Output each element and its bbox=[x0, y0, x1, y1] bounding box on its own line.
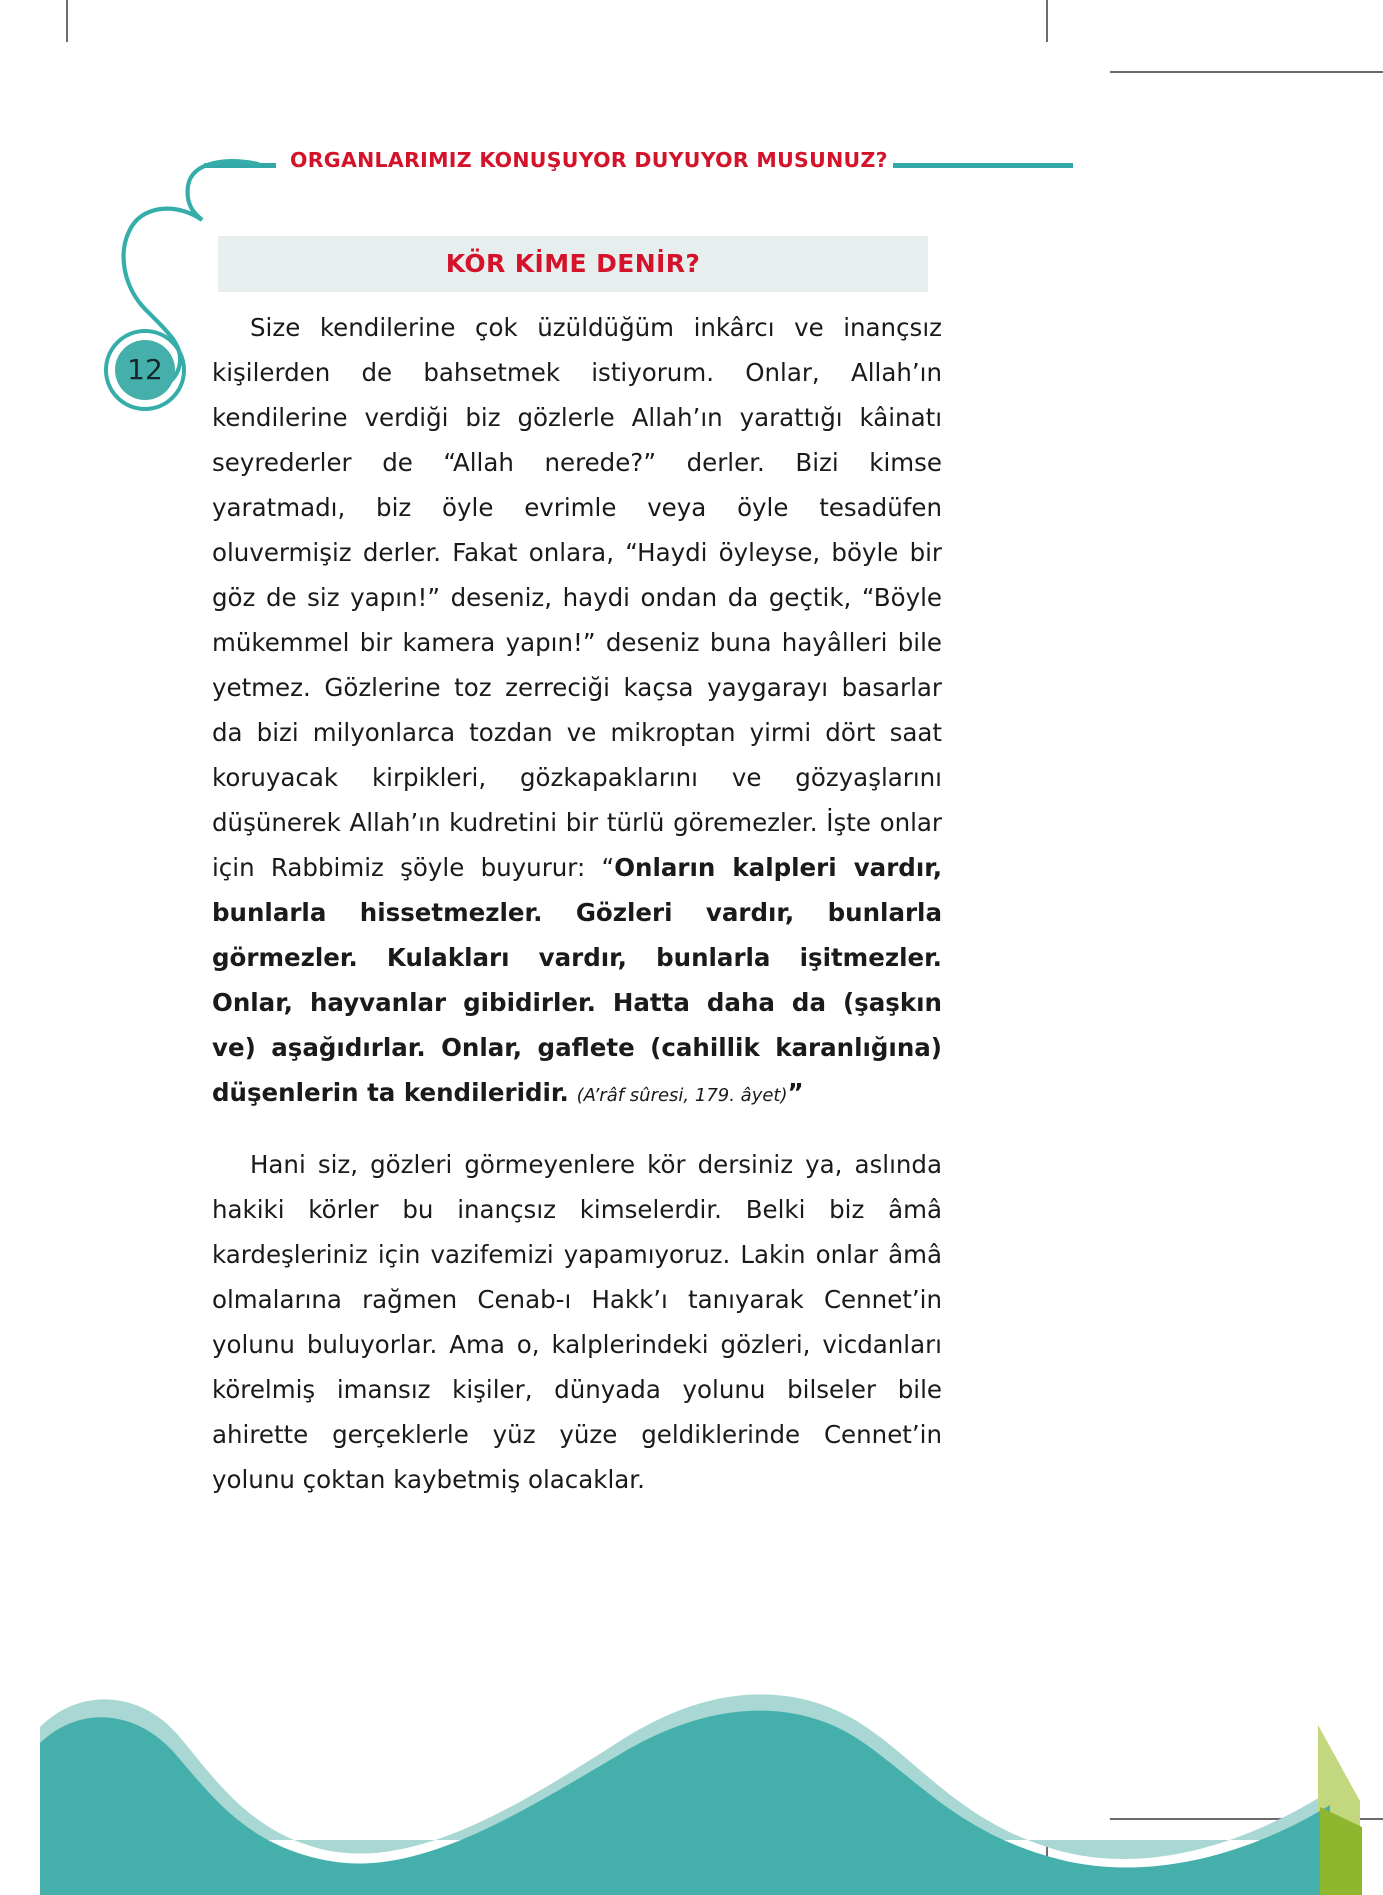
paragraph-1-lead: Size kendilerine çok üzüldüğüm inkârcı ve inançsız kişilerden de bahsetmek istiyorum. Onlar, Allah’ın kendilerine verdiği biz gözlerle Allah’ın yarattığı kâinatı seyrederler de “Allah nerede?” derler. Bizi kimse yaratmadı, biz öyle evrimle veya öyle tesadüfen oluvermişiz derler. Fakat onlara, “Haydi öyleyse, böyle bir göz de siz yapın!” deseniz, haydi ondan da geçtik, “Böyle mükemmel bir kamera yapın!” deseniz buna hayâlleri bile yetmez. Gözlerine toz zerreciği kaçsa yaygarayı basarlar da bizi milyonlarca tozdan ve mikroptan yirmi dört saat koruyacak kirpikleri, gözkapaklarını ve gözyaşlarını düşünerek Allah’ın kudretini bir türlü göremezler. İşte onlar için Rabbimiz şöyle buyurur: “ bbox=[212, 313, 942, 882]
section-heading: KÖR KİME DENİR? bbox=[445, 249, 701, 278]
text-column bbox=[212, 305, 942, 1526]
running-title: ORGANLARIMIZ KONUŞUYOR DUYUYOR MUSUNUZ? bbox=[290, 148, 888, 172]
page-number-label: 12 bbox=[127, 353, 163, 386]
crop-mark-top-right bbox=[1046, 0, 1048, 42]
paragraph-2-text: Hani siz, gözleri görmeyenlere kör dersiniz ya, aslında hakiki körler bu inançsız kimselerdir. Belki biz âmâ kardeşleriniz için vazifemizi yapamıyoruz. Lakin onlar âmâ olmalarına rağmen Cenab-ı Hakk’ı tanıyarak Cennet’in yolunu buluyorlar. Ama o, kalplerindeki gözleri, vicdanları körelmiş imansız kişiler, dünyada yolunu bilseler bile ahirette gerçeklerle yüz yüze geldiklerinde Cennet’in yolunu çoktan kaybetmiş olacaklar. bbox=[212, 1150, 942, 1494]
header-rule-right bbox=[893, 163, 1073, 168]
crop-mark-top-right-horizontal bbox=[1110, 71, 1383, 73]
quran-citation: (A’râf sûresi, 179. âyet) bbox=[576, 1085, 788, 1106]
footer-wave-decoration bbox=[0, 1565, 1383, 1895]
paragraph-2 bbox=[212, 1142, 942, 1502]
quran-quote-bold: Onların kalpleri vardır, bunlarla hissetmezler. Gözleri vardır, bunlarla görmezler. Kulakları vardır, bunlarla işitmezler. Onlar, hayvanlar gibidirler. Hatta daha da (şaşkın ve) aşağıdırlar. Onlar, gaflete (cahillik karanlığına) düşenlerin ta kendileridir. bbox=[212, 853, 943, 1107]
paragraph-1 bbox=[212, 305, 942, 1118]
crop-mark-top-left bbox=[66, 0, 68, 42]
closing-quote-mark: ” bbox=[787, 1078, 804, 1107]
page-number-badge bbox=[104, 329, 186, 411]
